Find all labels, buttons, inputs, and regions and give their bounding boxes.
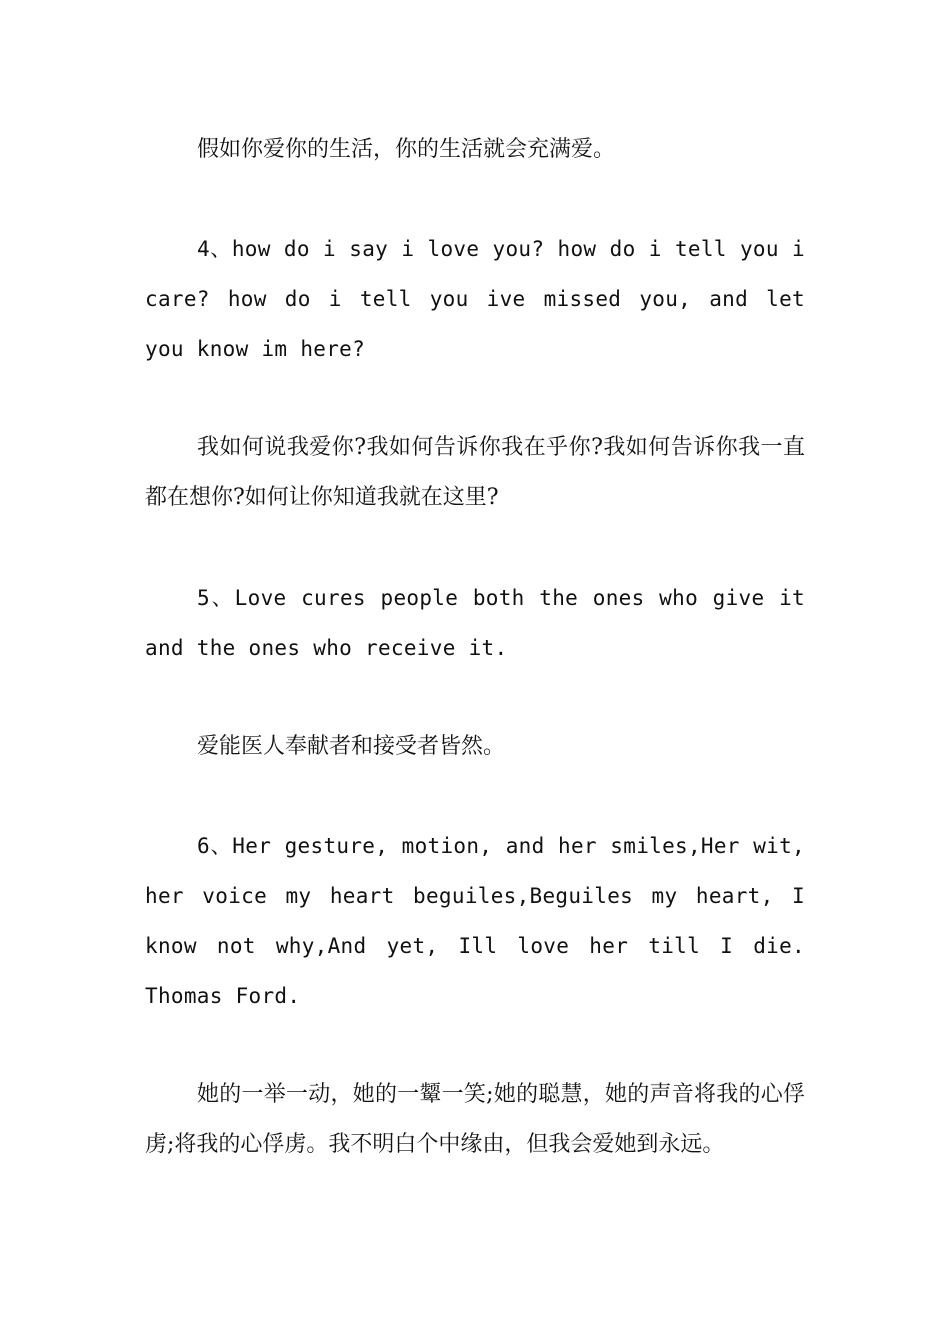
paragraph-translation-5: 爱能医人奉献者和接受者皆然。 — [197, 734, 506, 759]
paragraph-translation-6: 她的一举一动，她的一颦一笑;她的聪慧，她的声音将我的心俘虏;将我的心俘虏。我不明白个中缘由，但我会爱她到永远。 — [145, 1082, 805, 1157]
paragraph-translation-4: 我如何说我爱你?我如何告诉你我在乎你?我如何告诉你我一直都在想你?如何让你知道我就在这里? — [145, 435, 805, 510]
paragraph-translation-3: 假如你爱你的生活，你的生活就会充满爱。 — [197, 137, 616, 162]
paragraph-quote-5: 5、Love cures people both the ones who give it and the ones who receive it. — [145, 586, 805, 660]
paragraph-quote-6: 6、Her gesture, motion, and her smiles,Her wit, her voice my heart beguiles,Beguiles my heart, I know not why,And yet, Ill love her till I die. Thomas Ford. — [145, 834, 805, 1008]
paragraph-quote-4: 4、how do i say i love you? how do i tell you i care? how do i tell you ive missed you, and let you know im here? — [145, 237, 805, 361]
